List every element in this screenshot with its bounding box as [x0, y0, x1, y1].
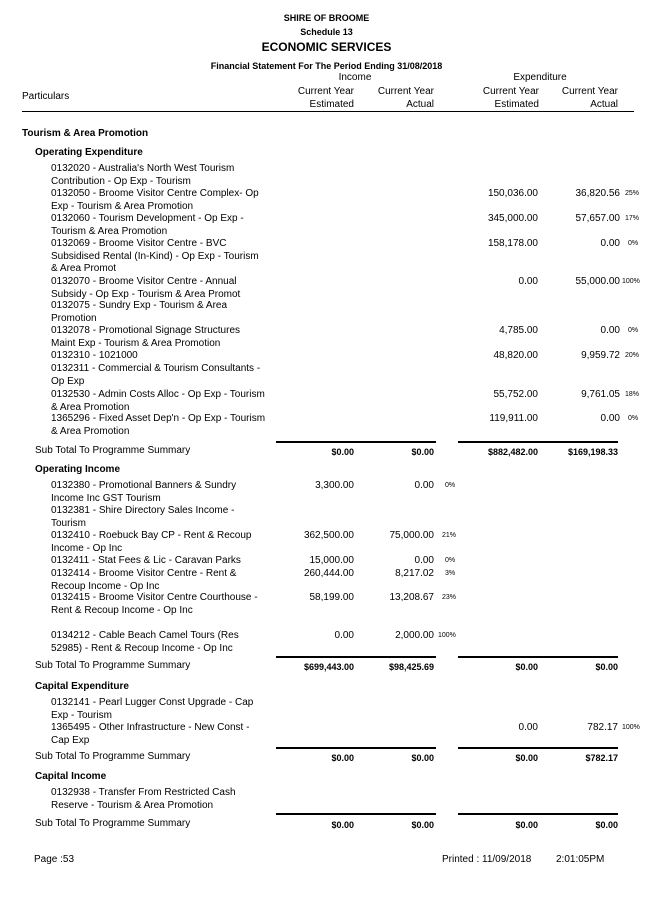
subtotal-income-actual: $0.00	[411, 753, 434, 763]
expenditure-percent: 100%	[622, 724, 640, 731]
expenditure-actual-value: 9,761.05	[581, 389, 620, 400]
income-estimated-value: 15,000.00	[309, 555, 354, 566]
income-percent: 3%	[445, 570, 456, 577]
expenditure-percent: 18%	[625, 391, 640, 398]
statement-title: Financial Statement For The Period Ending 31/08/2018	[210, 61, 443, 71]
header-line-1: Current Year	[297, 86, 354, 97]
subtotal-expenditure-actual: $0.00	[595, 662, 618, 672]
subtotal-expenditure-estimated: $0.00	[515, 662, 538, 672]
income-percent: 21%	[442, 532, 457, 539]
expenditure-estimated-value: 55,752.00	[493, 389, 538, 400]
expenditure-percent: 25%	[625, 190, 640, 197]
expenditure-estimated-value: 48,820.00	[493, 350, 538, 361]
printed-date: Printed : 11/09/2018	[442, 854, 532, 865]
income-actual-header	[334, 85, 434, 111]
income-actual-value: 0.00	[414, 555, 434, 566]
income-estimated-value: 362,500.00	[303, 530, 354, 541]
line-item-description: 0132530 - Admin Costs Alloc - Op Exp - Tourism & Area Promotion	[51, 389, 265, 413]
expenditure-actual-value: 9,959.72	[581, 350, 620, 361]
line-item-description: 0132075 - Sundry Exp - Tourism & Area Promotion	[51, 300, 228, 324]
printed-time: 2:01:05PM	[556, 854, 605, 865]
section-title-operating-income: Operating Income	[35, 464, 121, 475]
income-percent: 0%	[445, 482, 456, 489]
section-title-capital-income: Capital Income	[35, 771, 107, 782]
expenditure-percent: 17%	[625, 215, 640, 222]
expenditure-percent: 100%	[622, 278, 640, 285]
expenditure-percent: 20%	[625, 352, 640, 359]
subtotal-label: Sub Total To Programme Summary	[35, 445, 191, 456]
line-item-description: 0132938 - Transfer From Restricted Cash Reserve - Tourism & Area Promotion	[51, 787, 236, 811]
line-item-description: 1365296 - Fixed Asset Dep'n - Op Exp - Tourism & Area Promotion	[51, 413, 266, 437]
header-line-1: Current Year	[561, 86, 618, 97]
expenditure-actual-value: 36,820.56	[575, 188, 620, 199]
income-subtotal-rule	[276, 441, 436, 443]
income-estimated-value: 0.00	[334, 630, 354, 641]
subtotal-income-estimated: $0.00	[331, 820, 354, 830]
income-estimated-value: 3,300.00	[315, 480, 354, 491]
income-subtotal-rule	[276, 813, 436, 815]
line-item-description: 0132411 - Stat Fees & Lic - Caravan Parks	[51, 555, 241, 566]
expenditure-actual-value: 0.00	[600, 325, 620, 336]
line-item-description: 1365495 - Other Infrastructure - New Const - Cap Exp	[51, 722, 250, 746]
line-item-description: 0132415 - Broome Visitor Centre Courthouse - Rent & Recoup Income - Op Inc	[51, 592, 258, 616]
line-item-description: 0132381 - Shire Directory Sales Income - Tourism	[51, 505, 235, 529]
line-item-description: 0132078 - Promotional Signage Structures Maint Exp - Tourism & Area Promotion	[51, 325, 241, 349]
expenditure-subtotal-rule	[458, 747, 618, 749]
header-line-2: Actual	[406, 99, 434, 110]
expenditure-actual-value: 0.00	[600, 413, 620, 424]
expenditure-estimated-value: 158,178.00	[487, 238, 538, 249]
section-title-capital-expenditure: Capital Expenditure	[35, 681, 129, 692]
expenditure-estimated-value: 119,911.00	[489, 413, 538, 424]
particulars-header: Particulars	[22, 91, 70, 102]
header-line-2: Estimated	[309, 99, 354, 110]
subtotal-expenditure-actual: $169,198.33	[567, 447, 618, 457]
program-title: Tourism & Area Promotion	[22, 128, 149, 139]
line-item-description: 0132060 - Tourism Development - Op Exp - Tourism & Area Promotion	[51, 213, 244, 237]
expenditure-subtotal-rule	[458, 813, 618, 815]
expenditure-percent: 0%	[628, 240, 639, 247]
income-estimated-value: 260,444.00	[303, 568, 354, 579]
subtotal-label: Sub Total To Programme Summary	[35, 660, 191, 671]
line-item-description: 0132311 - Commercial & Tourism Consultants - Op Exp	[51, 363, 261, 387]
subtotal-expenditure-estimated: $0.00	[515, 753, 538, 763]
income-subtotal-rule	[276, 747, 436, 749]
header-line-2: Estimated	[494, 99, 539, 110]
line-item-description: 0132050 - Broome Visitor Centre Complex- Op Exp - Tourism & Area Promotion	[51, 188, 259, 212]
expenditure-actual-header	[518, 85, 618, 111]
income-percent: 100%	[438, 632, 456, 639]
expenditure-actual-value: 782.17	[587, 722, 618, 733]
subtotal-expenditure-actual: $0.00	[595, 820, 618, 830]
income-actual-value: 8,217.02	[395, 568, 434, 579]
subtotal-expenditure-actual: $782.17	[585, 753, 618, 763]
expenditure-actual-value: 55,000.00	[575, 276, 620, 287]
line-item-description: 0132069 - Broome Visitor Centre - BVC Subsidised Rental (In-Kind) - Op Exp - Tourism & Area Promot	[51, 238, 259, 274]
line-item-description: 0132410 - Roebuck Bay CP - Rent & Recoup Income - Op Inc	[51, 530, 252, 554]
line-item-description: 0132380 - Promotional Banners & Sundry Income Inc GST Tourism	[51, 480, 237, 504]
line-item-description: 0132414 - Broome Visitor Centre - Rent & Recoup Income - Op Inc	[51, 568, 237, 592]
income-estimated-value: 58,199.00	[309, 592, 354, 603]
subtotal-income-actual: $98,425.69	[388, 662, 434, 672]
income-percent: 23%	[442, 594, 457, 601]
expenditure-subtotal-rule	[458, 441, 618, 443]
subtotal-expenditure-estimated: $0.00	[515, 820, 538, 830]
income-percent: 0%	[445, 557, 456, 564]
schedule-number: Schedule 13	[300, 27, 353, 37]
line-item-description: 0132310 - 1021000	[51, 350, 138, 361]
expenditure-estimated-value: 0.00	[518, 722, 538, 733]
header-line-2: Actual	[590, 99, 618, 110]
subtotal-income-estimated: $0.00	[331, 753, 354, 763]
income-actual-value: 75,000.00	[389, 530, 434, 541]
subtotal-label: Sub Total To Programme Summary	[35, 751, 191, 762]
org-name: SHIRE OF BROOME	[283, 13, 370, 23]
subtotal-income-actual: $0.00	[411, 820, 434, 830]
income-actual-value: 0.00	[414, 480, 434, 491]
income-actual-value: 2,000.00	[395, 630, 434, 641]
expenditure-header: Expenditure	[513, 72, 567, 83]
subtotal-expenditure-estimated: $882,482.00	[487, 447, 538, 457]
subtotal-income-actual: $0.00	[411, 447, 434, 457]
line-item-description: 0132020 - Australia's North West Tourism Contribution - Op Exp - Tourism	[51, 163, 235, 187]
subtotal-label: Sub Total To Programme Summary	[35, 818, 191, 829]
expenditure-estimated-value: 345,000.00	[487, 213, 538, 224]
header-line-1: Current Year	[377, 86, 434, 97]
expenditure-estimated-value: 4,785.00	[499, 325, 538, 336]
expenditure-estimated-value: 0.00	[518, 276, 538, 287]
expenditure-percent: 0%	[628, 415, 639, 422]
header-rule	[22, 111, 634, 112]
expenditure-estimated-value: 150,036.00	[487, 188, 538, 199]
line-item-description: 0134212 - Cable Beach Camel Tours (Res 52985) - Rent & Recoup Income - Op Inc	[51, 630, 239, 654]
income-header: Income	[338, 72, 372, 83]
subtotal-income-estimated: $699,443.00	[303, 662, 354, 672]
expenditure-subtotal-rule	[458, 656, 618, 658]
subtotal-income-estimated: $0.00	[331, 447, 354, 457]
expenditure-actual-value: 0.00	[600, 238, 620, 249]
page-number: Page :53	[34, 854, 75, 865]
expenditure-percent: 0%	[628, 327, 639, 334]
line-item-description: 0132141 - Pearl Lugger Const Upgrade - Cap Exp - Tourism	[51, 697, 254, 721]
header-line-1: Current Year	[482, 86, 539, 97]
report-title: ECONOMIC SERVICES	[261, 40, 392, 54]
income-subtotal-rule	[276, 656, 436, 658]
income-actual-value: 13,208.67	[389, 592, 434, 603]
expenditure-actual-value: 57,657.00	[575, 213, 620, 224]
section-title-operating-expenditure: Operating Expenditure	[35, 147, 143, 158]
line-item-description: 0132070 - Broome Visitor Centre - Annual Subsidy - Op Exp - Tourism & Area Promot	[51, 276, 241, 300]
